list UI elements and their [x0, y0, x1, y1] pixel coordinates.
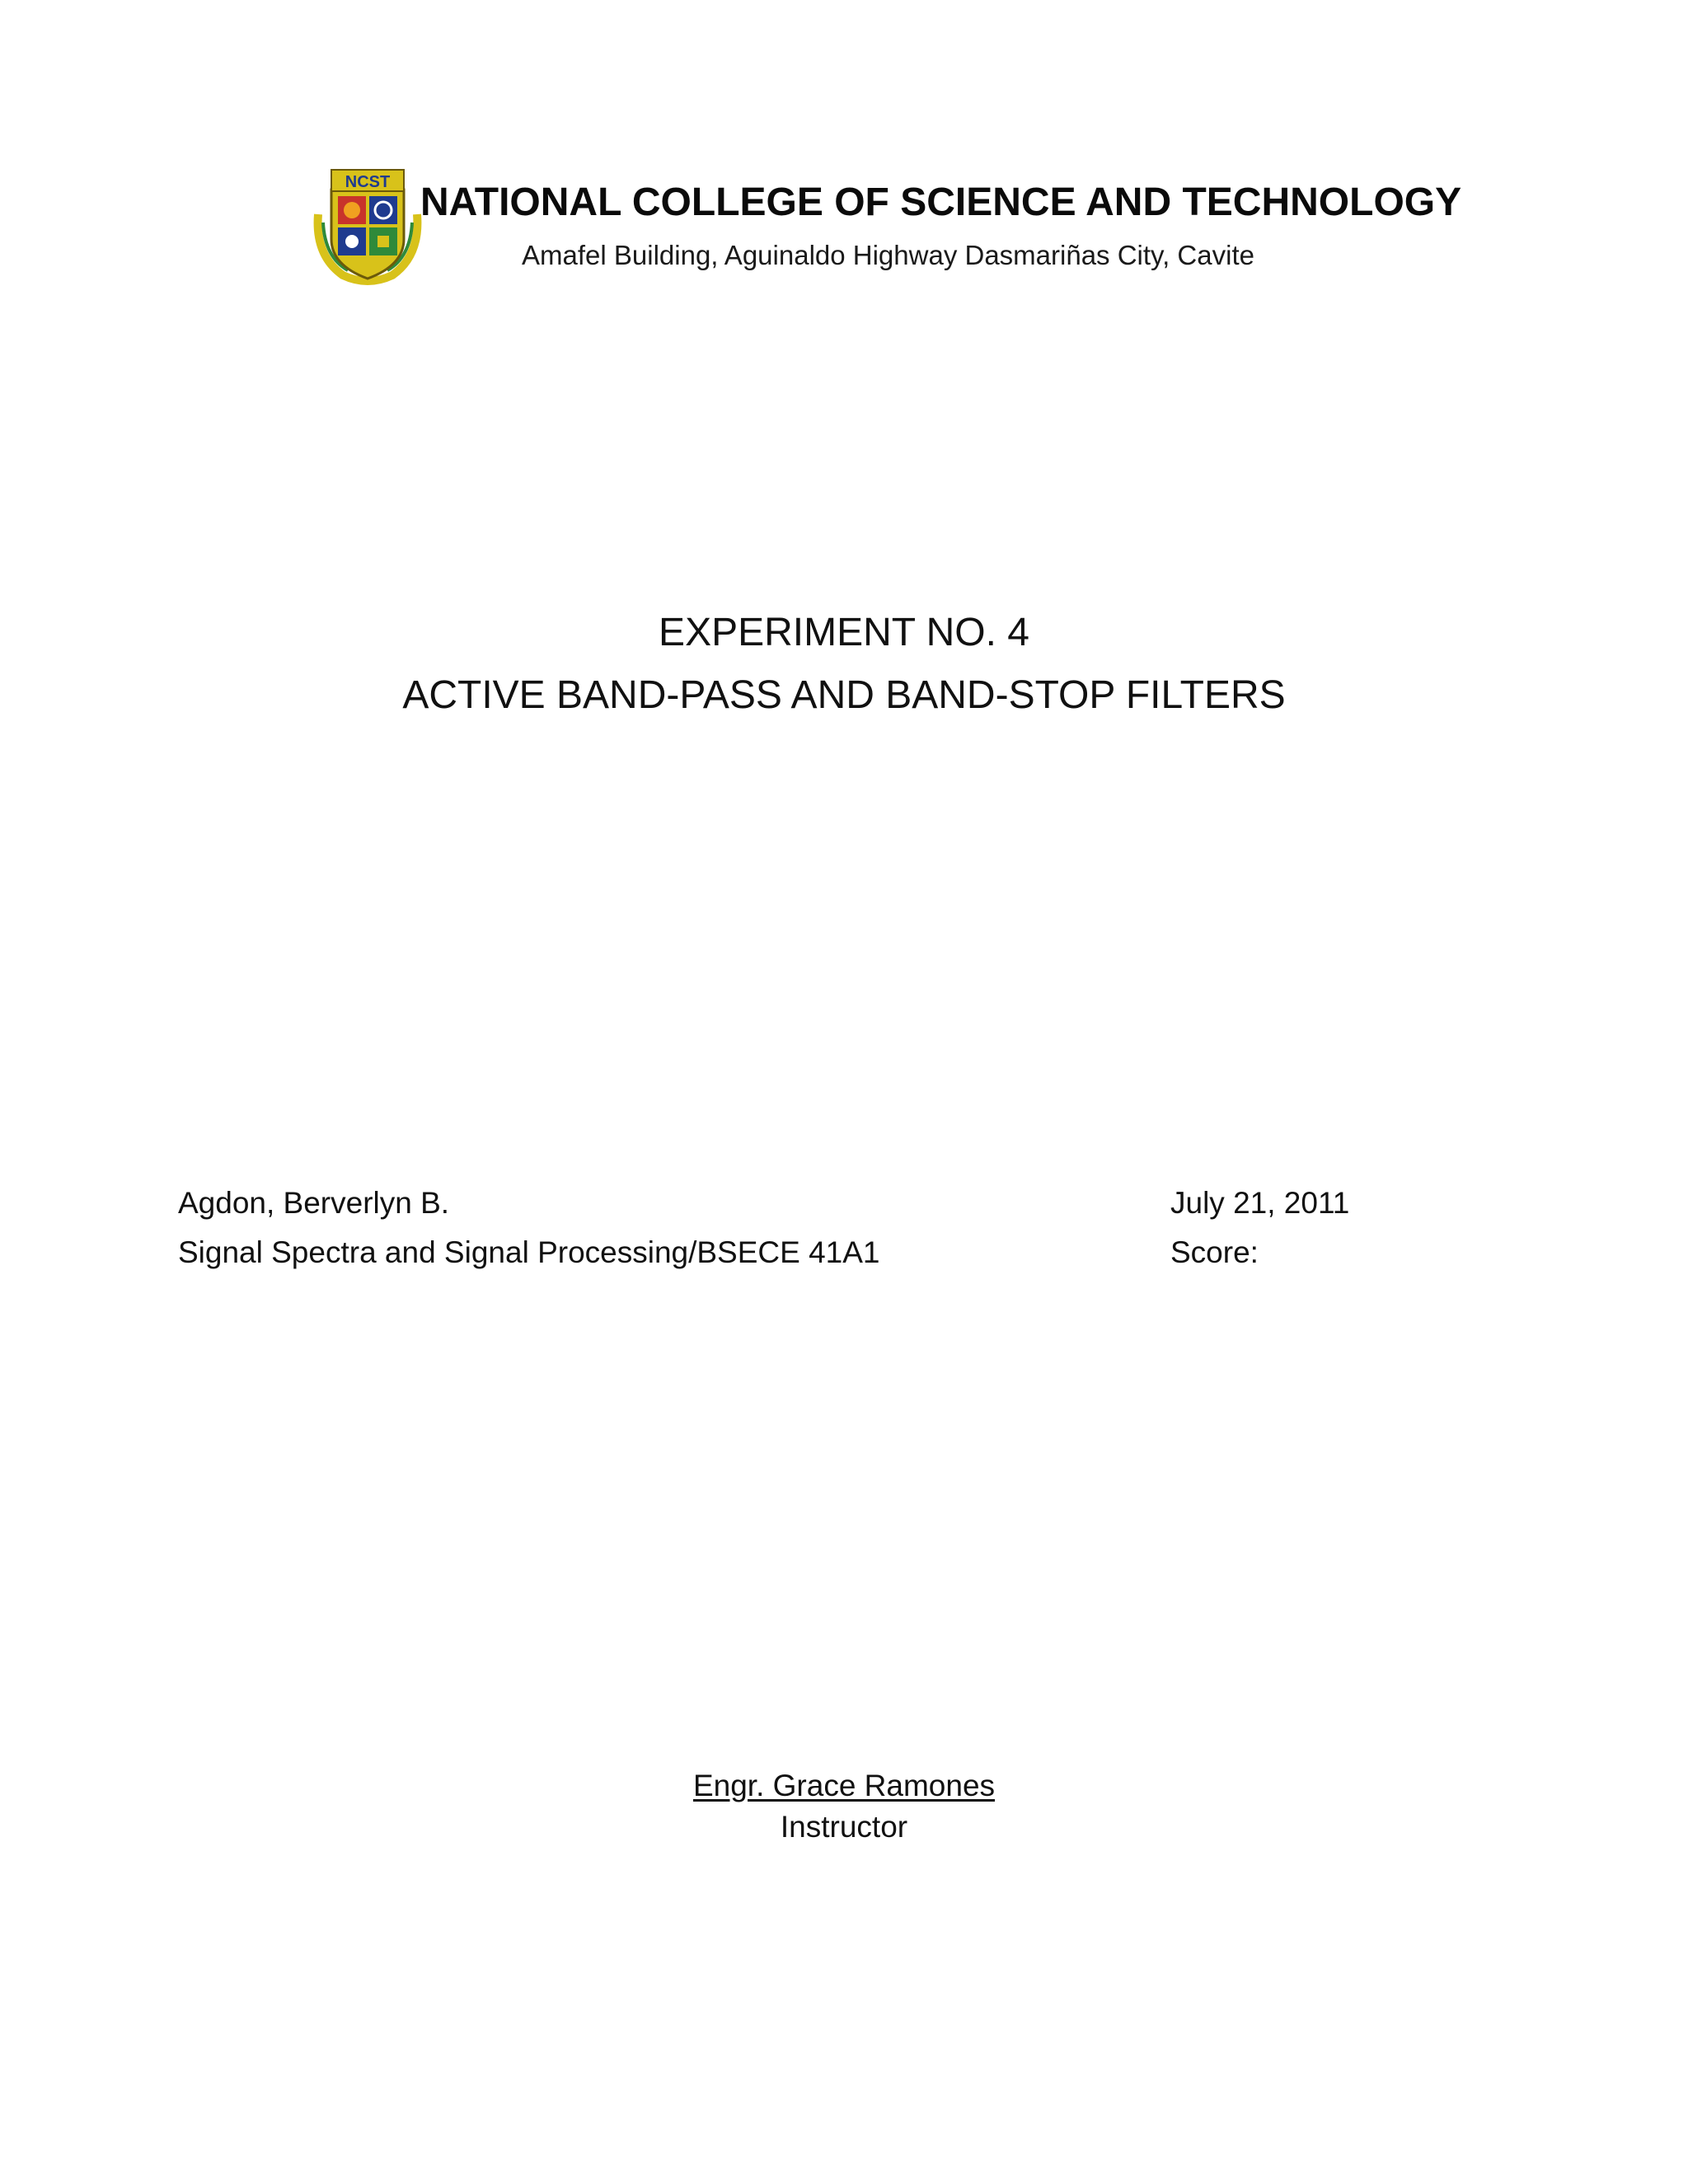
instructor-block: [0, 1765, 1688, 1848]
ncst-seal-icon: [307, 165, 429, 287]
student-info: [178, 1179, 880, 1277]
institution-name: NATIONAL COLLEGE OF SCIENCE AND TECHNOLOGY: [420, 180, 1462, 224]
experiment-topic: ACTIVE BAND-PASS AND BAND-STOP FILTERS: [402, 673, 1286, 717]
institution-address: Amafel Building, Aguinaldo Highway Dasmariñas City, Cavite: [522, 240, 1254, 270]
svg-text:NCST: NCST: [345, 173, 391, 191]
submission-date: July 21, 2011: [1170, 1186, 1350, 1220]
course-section: Signal Spectra and Signal Processing/BSECE 41A1: [178, 1235, 880, 1269]
experiment-number: EXPERIMENT NO. 4: [659, 611, 1029, 654]
score-label: Score:: [1170, 1235, 1259, 1269]
instructor-role: Instructor: [780, 1810, 908, 1844]
submission-info: [1170, 1179, 1349, 1277]
experiment-title-block: [0, 602, 1688, 727]
student-name: Agdon, Berverlyn B.: [178, 1186, 450, 1220]
instructor-name: Engr. Grace Ramones: [692, 1769, 996, 1802]
